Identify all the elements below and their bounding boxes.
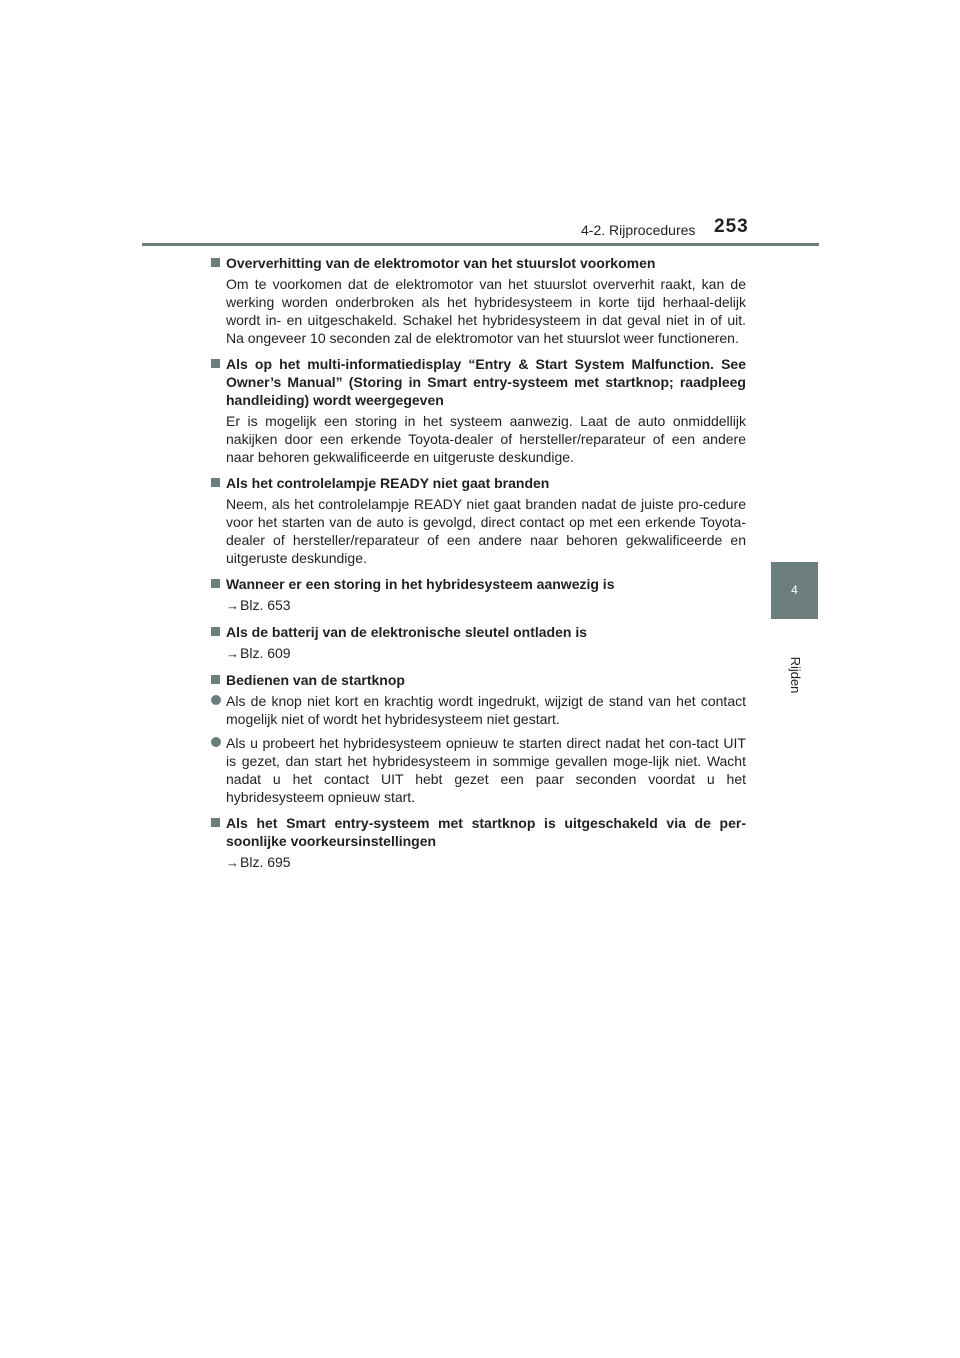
square-bullet-icon xyxy=(211,359,220,368)
square-bullet-icon xyxy=(211,675,220,684)
bullet-text: Als de knop niet kort en krachtig wordt ingedrukt, wijzigt de stand van het contact mogelijk niet of wordt het hybridesysteem niet gestart. xyxy=(226,693,746,727)
section-start-button xyxy=(210,671,746,806)
page-reference-text: Blz. 609 xyxy=(240,645,291,661)
section-heading xyxy=(210,814,746,850)
section-text: Neem, als het controlelampje READY niet gaat branden nadat de juiste pro-cedure voor het starten van de auto is gevolgd, direct contact op met een erkende Toyota-dealer of hersteller/reparateur of een andere naar behoren gekwalificeerde en uitgeruste deskundige. xyxy=(226,496,746,566)
section-heading xyxy=(210,355,746,409)
section-text: Er is mogelijk een storing in het systeem aanwezig. Laat de auto onmiddellijk nakijken door een erkende Toyota-dealer of hersteller/reparateur of een andere naar behoren gekwalificeerde en uitgeruste deskundige. xyxy=(226,413,746,465)
section-hybrid-malfunction xyxy=(210,575,746,615)
section-title: Als het controlelampje READY niet gaat branden xyxy=(226,475,550,491)
arrow-right-icon: → xyxy=(226,598,239,613)
section-title: Als de batterij van de elektronische sleutel ontladen is xyxy=(226,624,587,640)
page-reference[interactable] xyxy=(210,644,746,663)
page-reference-text: Blz. 653 xyxy=(240,597,291,613)
header-rule xyxy=(142,243,819,246)
page-reference[interactable] xyxy=(210,596,746,615)
arrow-right-icon: → xyxy=(226,855,239,870)
square-bullet-icon xyxy=(211,818,220,827)
square-bullet-icon xyxy=(211,627,220,636)
section-heading xyxy=(210,254,746,272)
section-heading xyxy=(210,575,746,593)
section-header: 4-2. Rijprocedures xyxy=(581,222,696,238)
square-bullet-icon xyxy=(211,258,220,267)
section-key-battery xyxy=(210,623,746,663)
round-bullet-icon xyxy=(211,695,221,705)
page-reference-text: Blz. 695 xyxy=(240,854,291,870)
section-title: Als op het multi-informatiedisplay “Entry & Start System Malfunction. See Owner’s Manual” (Storing in Smart entry-systeem met startknop; raadpleeg handleiding) wordt weergegeven xyxy=(226,356,746,408)
bullet-text: Als u probeert het hybridesysteem opnieuw te starten direct nadat het con-tact UIT is gezet, dan start het hybridesysteem in sommige gevallen moge-lijk niet. Wacht nadat u het contact UIT hebt gezet een paar seconden voordat u het hybridesysteem opnieuw start. xyxy=(226,735,746,805)
section-title: Als het Smart entry-systeem met startknop is uitgeschakeld via de per-soonlijke voorkeursinstellingen xyxy=(226,815,746,849)
bullet-item xyxy=(210,734,746,806)
chapter-tab: 4 xyxy=(771,562,818,619)
section-smart-entry-disabled xyxy=(210,814,746,872)
section-heading xyxy=(210,623,746,641)
section-steering-lock xyxy=(210,254,746,347)
section-mid-message xyxy=(210,355,746,466)
page-number: 253 xyxy=(714,216,749,237)
bullet-item xyxy=(210,692,746,728)
section-heading xyxy=(210,671,746,689)
section-ready-lamp xyxy=(210,474,746,567)
page-reference[interactable] xyxy=(210,853,746,872)
section-heading xyxy=(210,474,746,492)
square-bullet-icon xyxy=(211,478,220,487)
section-title: Wanneer er een storing in het hybridesysteem aanwezig is xyxy=(226,576,615,592)
round-bullet-icon xyxy=(211,737,221,747)
section-title: Oververhitting van de elektromotor van het stuurslot voorkomen xyxy=(226,255,656,271)
section-text: Om te voorkomen dat de elektromotor van het stuurslot oververhit raakt, kan de werking worden onderbroken als het hybridesysteem in korte tijd herhaal-delijk wordt in- en uitgeschakeld. Schakel het hybridesysteem in dat geval niet in of uit. Na ongeveer 10 seconden zal de elektromotor van het stuurslot weer functioneren. xyxy=(226,276,746,346)
page-content xyxy=(210,254,746,880)
arrow-right-icon: → xyxy=(226,646,239,661)
square-bullet-icon xyxy=(211,579,220,588)
chapter-label: Rijden xyxy=(788,656,803,694)
section-title: Bedienen van de startknop xyxy=(226,672,405,688)
